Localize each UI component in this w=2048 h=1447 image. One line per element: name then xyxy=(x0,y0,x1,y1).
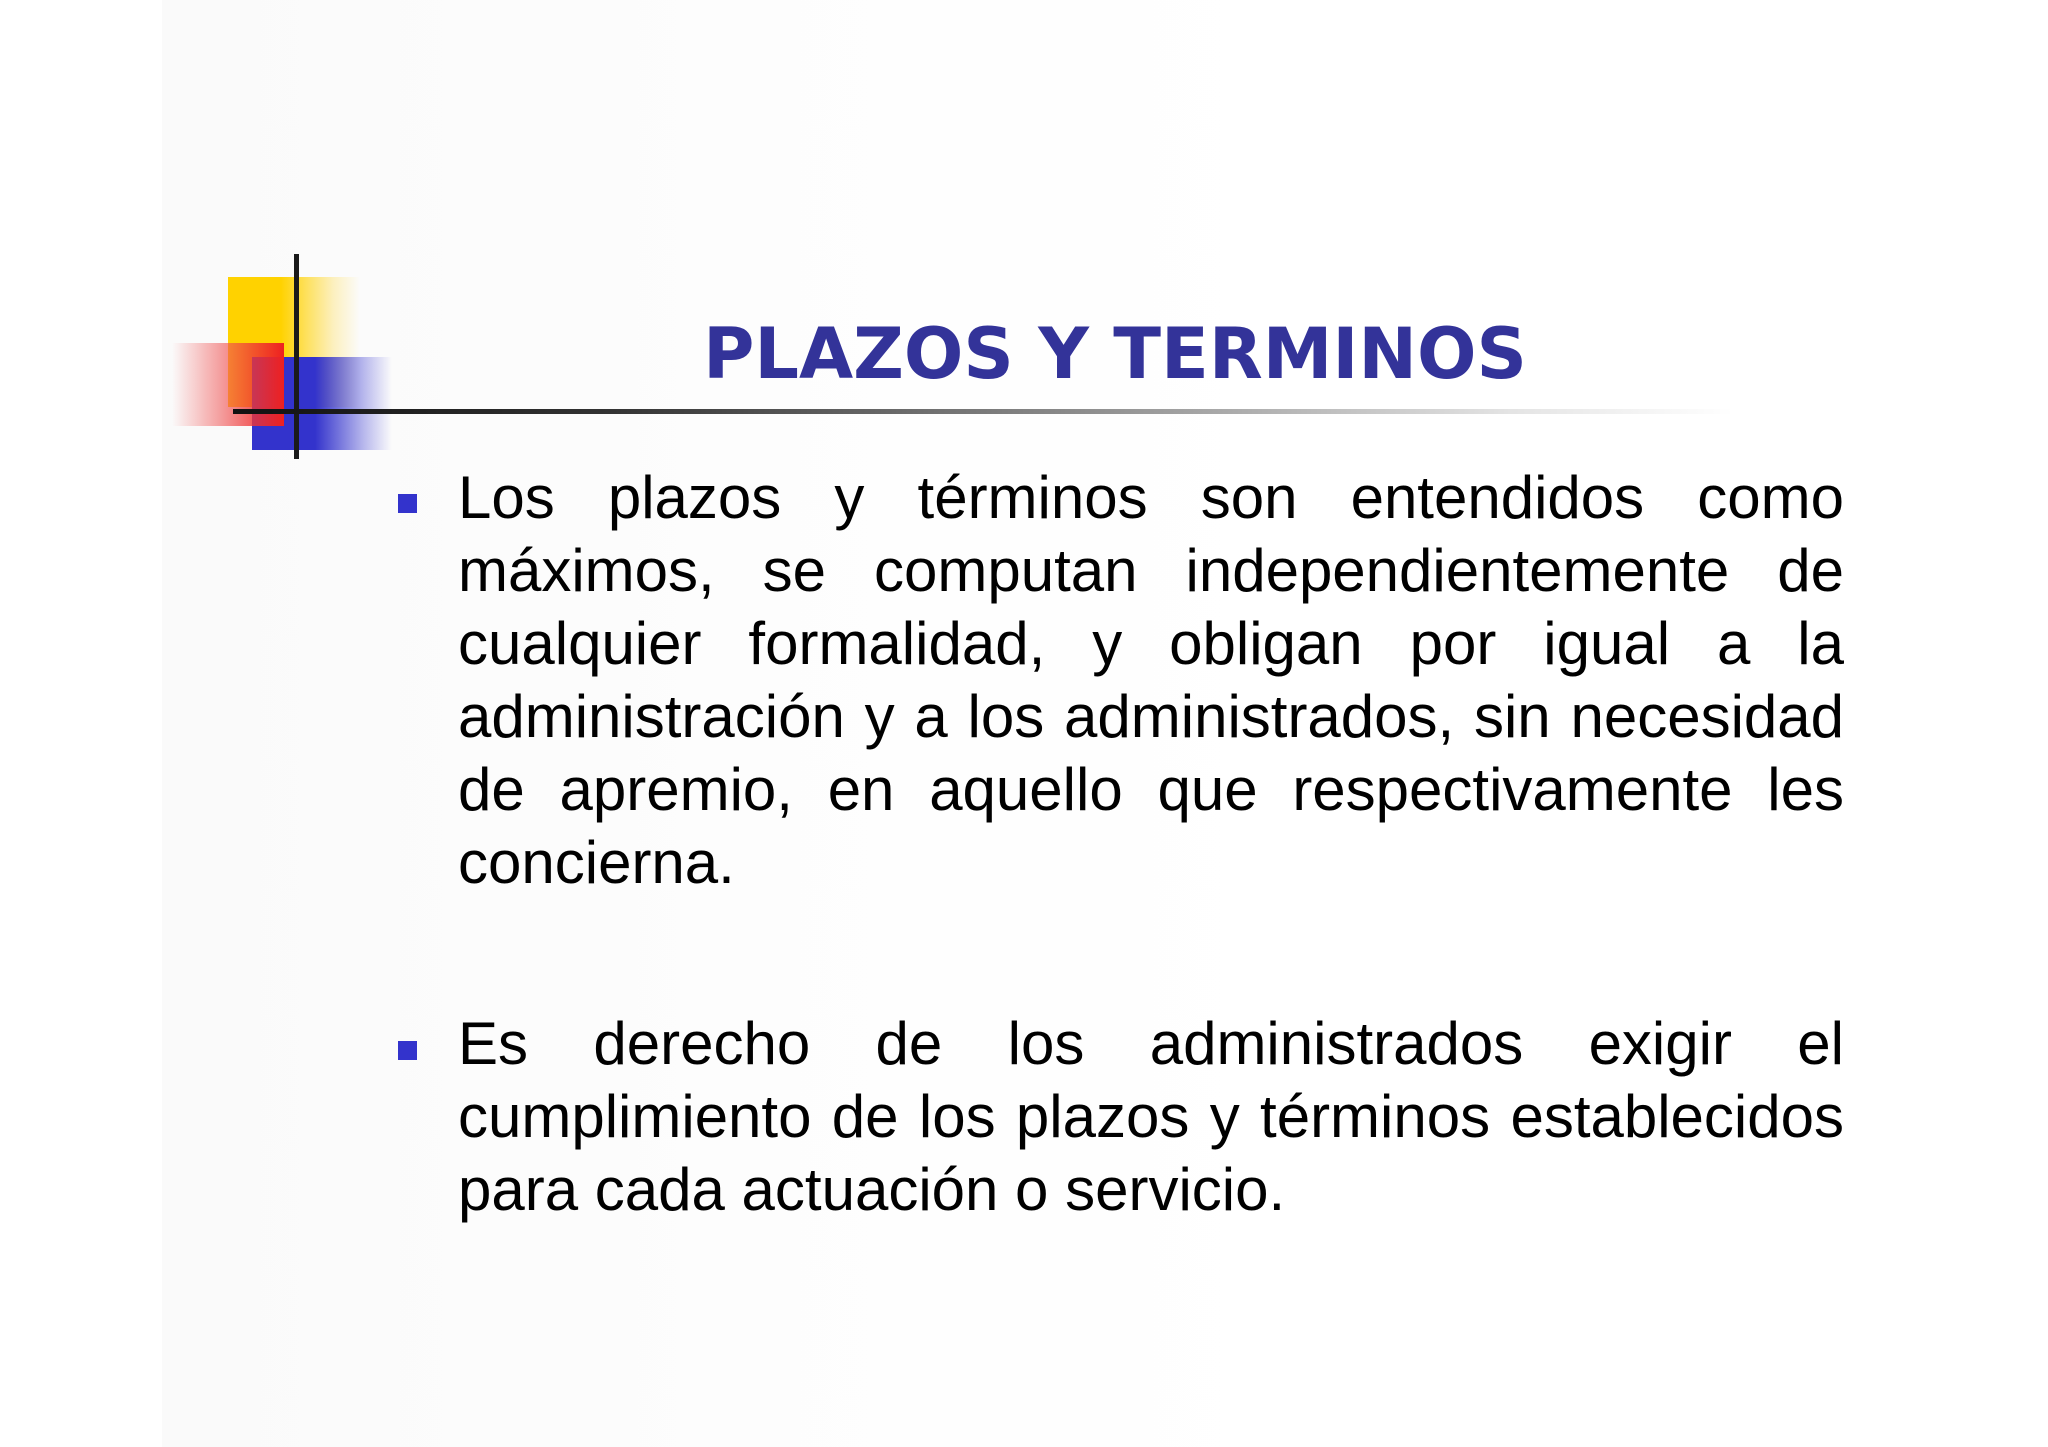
title-underline xyxy=(233,409,1733,414)
slide-title: PLAZOS Y TERMINOS xyxy=(703,313,1527,395)
square-bullet-icon xyxy=(398,494,417,513)
bullet-item: Es derecho de los administrados exigir el cumplimiento de los plazos y términos establecidos para cada actuación o servicio. xyxy=(458,1010,1844,1223)
logo-squares-icon xyxy=(0,0,420,480)
bullet-item: Los plazos y términos son entendidos como máximos, se computan independientemente de cualquier formalidad, y obligan por igual a la administración y a los administrados, sin necesidad de apremio, en aquello que respectivamente les concierna. xyxy=(458,464,1844,896)
square-bullet-icon xyxy=(398,1041,417,1060)
vertical-rule xyxy=(294,254,299,459)
